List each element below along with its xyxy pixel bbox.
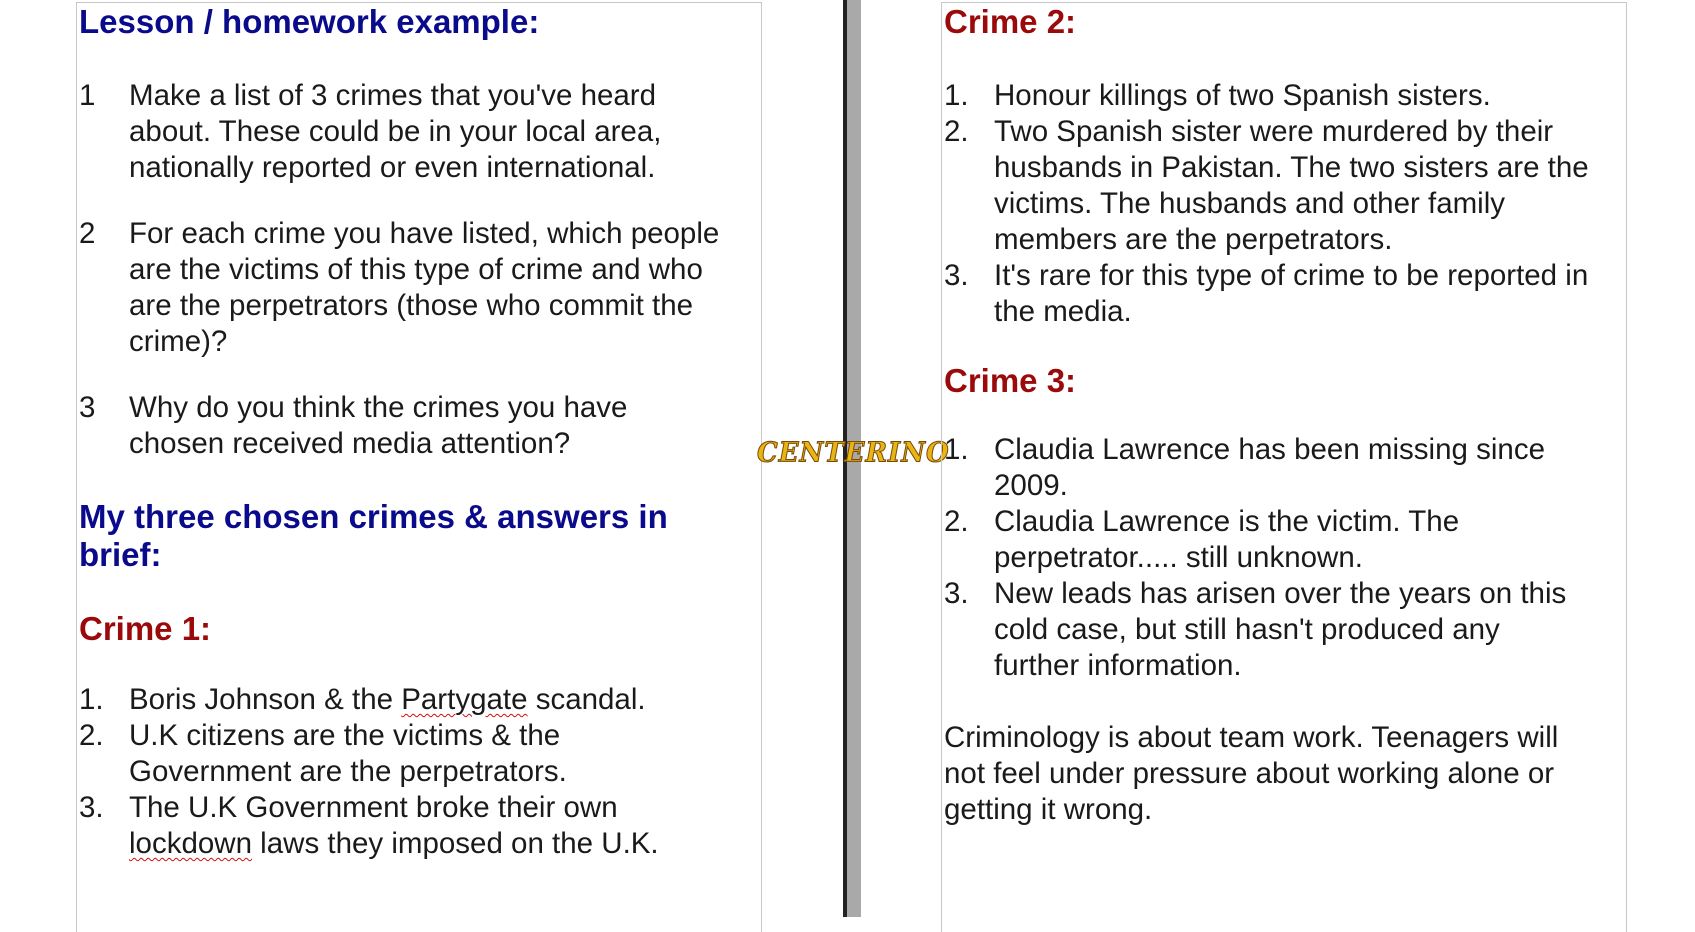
item-line: victims. The husbands and other family [994,187,1506,220]
question-line: nationally reported or even international. [129,151,656,184]
chosen-crimes-heading [79,498,761,574]
item-text [994,576,1626,684]
question-line: Why do you think the crimes you have [129,391,628,424]
question-item-1 [79,78,761,186]
item-line: It's rare for this type of crime to be reported in [994,259,1589,292]
item-line: 2009. [994,469,1068,502]
item-line [129,826,761,862]
left-page [76,2,762,932]
item-text [994,114,1626,258]
crime-1-item-1 [79,682,761,718]
item-line: Claudia Lawrence has been missing since [994,433,1545,466]
item-line: Two Spanish sister were murdered by their [994,115,1554,148]
question-line: crime)? [129,325,228,358]
crime-1-item-2 [79,718,761,790]
question-number: 2 [79,217,96,250]
crime-1-heading: Crime 1: [79,610,212,647]
item-line: Claudia Lawrence is the victim. The [994,505,1460,538]
paragraph-line: Criminology is about team work. Teenagers will [944,721,1559,754]
item-number: 2. [944,505,969,538]
crime-3-heading: Crime 3: [944,362,1077,399]
item-number: 3. [944,577,969,610]
crime-2-item-3 [944,258,1626,330]
question-line: Make a list of 3 crimes that you've heard [129,79,657,112]
item-line: further information. [994,649,1242,682]
item-number: 1. [79,683,104,716]
question-item-2 [79,216,761,360]
item-number: 2. [944,115,969,148]
text-run: scandal. [527,683,646,716]
item-number: 1. [944,79,969,112]
crime-1-item-3 [79,790,761,862]
item-number: 2. [79,719,104,752]
text-run: Boris Johnson & the [129,683,402,716]
item-line: the media. [994,295,1132,328]
paragraph-line: getting it wrong. [944,793,1153,826]
item-line: U.K citizens are the victims & the [129,719,561,752]
item-line: Honour killings of two Spanish sisters. [994,79,1491,112]
centerino-logo: CENTERINO [757,437,950,469]
text-run: laws they imposed on the U.K. [251,827,659,860]
item-number: 3. [944,259,969,292]
crime-2-item-2 [944,114,1626,258]
left-page-content [79,3,761,862]
crime-3-item-1 [944,432,1626,504]
question-line: about. These could be in your local area, [129,115,662,148]
question-number: 1 [79,79,96,112]
item-number: 3. [79,791,104,824]
lesson-heading: Lesson / homework example: [79,3,540,40]
paragraph-line: not feel under pressure about working alone or [944,757,1555,790]
spellcheck-flagged-word: lockdown [129,827,252,860]
item-line: Government are the perpetrators. [129,755,567,788]
item-text [129,682,761,718]
question-line: are the victims of this type of crime and who [129,253,703,286]
question-line: are the perpetrators (those who commit the [129,289,694,322]
question-line: chosen received media attention? [129,427,571,460]
question-text [129,390,761,462]
crime-2-heading: Crime 2: [944,3,1077,40]
question-line: For each crime you have listed, which people [129,217,720,250]
right-page [941,2,1627,932]
item-text [994,258,1626,330]
item-number: 1. [944,433,969,466]
crime-3-item-2 [944,504,1626,576]
item-line: perpetrator..... still unknown. [994,541,1363,574]
item-text [129,790,761,862]
item-text [994,432,1626,504]
item-line: New leads has arisen over the years on this [994,577,1567,610]
item-text [994,504,1626,576]
item-line: The U.K Government broke their own [129,791,618,824]
item-line: cold case, but still hasn't produced any [994,613,1500,646]
item-text [994,78,1626,114]
question-text [129,216,761,360]
question-text [129,78,761,186]
right-page-content [944,3,1626,828]
question-item-3 [79,390,761,462]
heading-line: My three chosen crimes & answers in [79,498,668,535]
item-line: members are the perpetrators. [994,223,1393,256]
crime-2-item-1 [944,78,1626,114]
item-line: husbands in Pakistan. The two sisters are the [994,151,1589,184]
spellcheck-flagged-word: Partygate [401,683,528,716]
crime-3-item-3 [944,576,1626,684]
item-text [129,718,761,790]
heading-line: brief: [79,536,162,573]
question-number: 3 [79,391,96,424]
closing-paragraph [944,720,1626,828]
